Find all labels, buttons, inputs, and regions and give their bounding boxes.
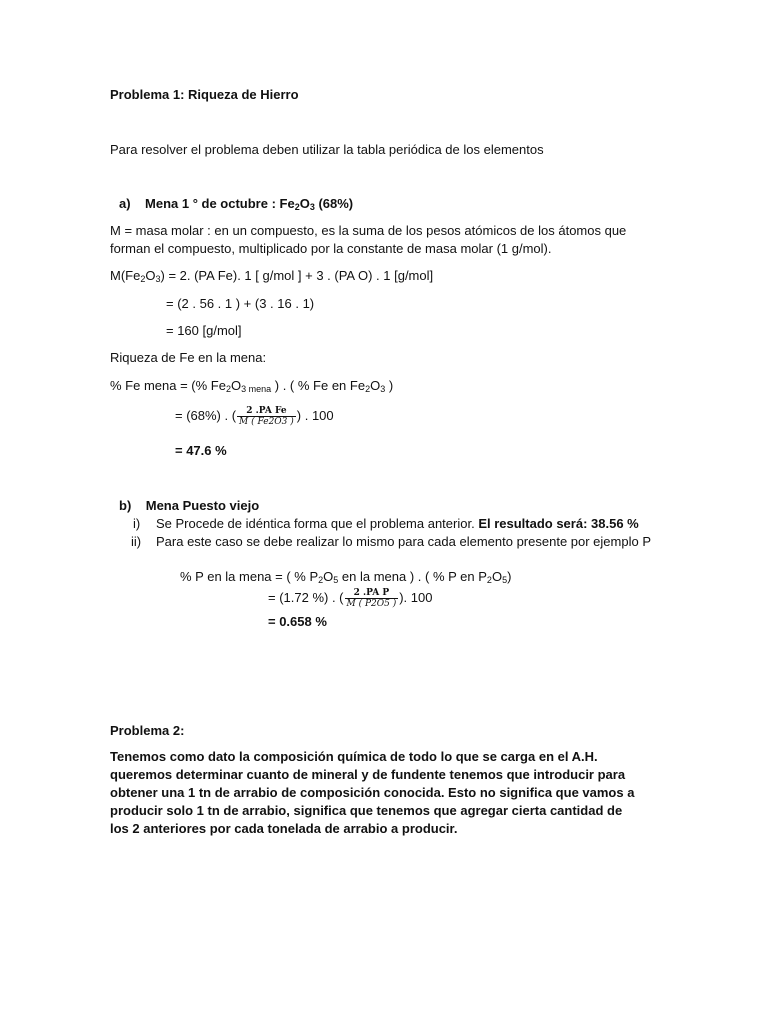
p-percent-equation	[180, 568, 511, 585]
problem2-title: Problema 2:	[110, 723, 185, 738]
sub-2: 2	[365, 384, 371, 394]
problem2-text: Tenemos como dato la composición química de todo lo que se carga en el A.H. queremos determinar cuanto de mineral y de fundente tenemos que introducir para obtener una 1 tn de arrabio de composición conocida. Esto no significa que vamos a producir solo 1 tn de arrabio, significa que tenemos que agregar cierta cantidad de los 2 anteriores por cada tonelada de arrabio a producir.	[110, 749, 635, 836]
section-a-marker: a)	[119, 196, 131, 211]
fe-post: )	[385, 378, 394, 393]
p-mid: en la mena ) . ( % P en P	[338, 569, 487, 584]
fraction-numerator: 2 .PA Fe	[237, 406, 296, 417]
problem1-intro: Para resolver el problema deben utilizar la tabla periódica de los elementos	[110, 142, 544, 157]
equation-step2: = (2 . 56 . 1 ) + (3 . 16 . 1)	[166, 296, 315, 311]
p-post: )	[507, 569, 512, 584]
list-item-i-text: Se Procede de idéntica forma que el problema anterior.	[156, 516, 479, 531]
p-fraction-equation	[268, 588, 432, 609]
eq1-post: ) = 2. (PA Fe). 1 [ g/mol ] + 3 . (PA O) . 1 [g/mol]	[160, 268, 434, 283]
oxygen: O	[370, 378, 381, 393]
section-b-head: Mena Puesto viejo	[145, 498, 260, 513]
sub-2: 2	[294, 202, 300, 212]
sub-3: 3	[380, 384, 386, 394]
list-item-i-marker: i)	[133, 516, 141, 531]
sub-3: 3	[155, 274, 161, 284]
sub-2: 2	[140, 274, 146, 284]
fraction	[237, 406, 296, 427]
list-item-i	[156, 515, 639, 532]
fe-mid: ) . ( % Fe en Fe	[274, 378, 366, 393]
section-a-head-pre: Mena 1 ° de octubre : Fe	[145, 196, 295, 211]
oxygen: O	[491, 569, 503, 584]
section-b-marker: b)	[119, 498, 132, 513]
equation-step3: = 160 [g/mol]	[166, 323, 242, 338]
oxygen: O	[145, 268, 156, 283]
sub-3: 3	[309, 202, 315, 212]
sub-5: 5	[333, 575, 339, 585]
section-a-head-post: (68%)	[314, 196, 354, 211]
list-item-ii: Para este caso se debe realizar lo mismo para cada elemento presente por ejemplo P	[156, 534, 651, 549]
sub-3-mena: 3 mena	[241, 384, 272, 394]
frac-pre: = (68%) . (	[175, 407, 237, 423]
fe-pre: % Fe mena = (% Fe	[110, 378, 226, 393]
molar-mass-def-line2: forman el compuesto, multiplicado por la constante de masa molar (1 g/mol).	[110, 241, 552, 256]
sub-2: 2	[225, 384, 231, 394]
section-b-heading	[119, 497, 259, 514]
oxygen: O	[299, 196, 310, 211]
frac-post: ) . 100	[296, 407, 334, 423]
oxygen: O	[323, 569, 334, 584]
list-item-i-result: El resultado será: 38.56 %	[478, 516, 639, 531]
molar-mass-def-line1: M = masa molar : en un compuesto, es la suma de los pesos atómicos de los átomos que	[110, 223, 627, 238]
fraction-numerator: 2 .PA P	[345, 588, 399, 599]
eq1-pre: M(Fe	[110, 268, 141, 283]
oxygen: O	[230, 378, 242, 393]
fraction	[345, 588, 399, 609]
p-eq2-pre: = (1.72 %) . (	[268, 589, 344, 605]
problem1-title: Problema 1: Riqueza de Hierro	[110, 87, 299, 102]
fe-percent-equation	[110, 377, 393, 394]
riqueza-label: Riqueza de Fe en la mena:	[110, 350, 267, 365]
p-eq2-post: ). 100	[399, 589, 433, 605]
equation-molar-mass	[110, 267, 433, 284]
sub-2: 2	[486, 575, 492, 585]
sub-2: 2	[318, 575, 324, 585]
section-a-heading	[119, 195, 353, 212]
result-b: = 0.658 %	[268, 614, 327, 629]
fe-fraction-equation	[175, 406, 334, 427]
list-item-ii-marker: ii)	[131, 534, 142, 549]
fraction-denominator: M ( P2O5 )	[346, 599, 397, 609]
fraction-denominator: M ( Fe2O3 )	[239, 417, 294, 427]
result-a: = 47.6 %	[175, 443, 227, 458]
sub-5: 5	[502, 575, 508, 585]
p-pre: % P en la mena = ( % P	[180, 569, 319, 584]
